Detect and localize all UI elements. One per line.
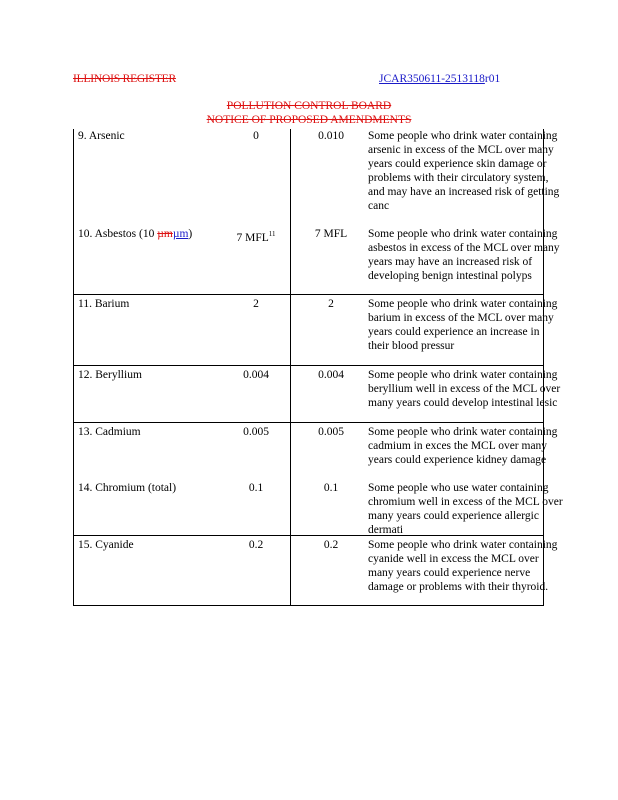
mcl-value: 0.005 xyxy=(318,426,344,438)
row-divider xyxy=(73,422,544,423)
contaminant-name: 11. Barium xyxy=(78,298,130,310)
mclg-value xyxy=(223,227,289,245)
mcl-value: 0.1 xyxy=(323,482,339,494)
mcl-value: 0.004 xyxy=(318,369,344,381)
health-effects: Some people who drink water containing barium in excess of the MCL over many years could experience an increase in their blood pressur xyxy=(368,298,558,352)
health-effects: Some people who drink water containing cyanide well in excess the MCL over many years could experience nerve damage or problems with their thyroid. xyxy=(368,539,558,593)
contaminant-name: 9. Arsenic xyxy=(78,130,125,142)
contaminant-table xyxy=(73,129,563,606)
mclg-text: 7 MFL xyxy=(236,231,269,244)
contaminant-name: 12. Beryllium xyxy=(78,369,142,381)
mclg-value: 0.2 xyxy=(248,539,264,551)
health-effects: Some people who use water containing chromium well in excess of the MCL over many years could experience allergic dermati xyxy=(368,482,563,536)
document-code xyxy=(379,73,500,85)
row-divider xyxy=(73,294,544,295)
inserted-unit: µm xyxy=(172,228,189,240)
document-code-suffix: r01 xyxy=(484,73,501,85)
contaminant-name xyxy=(78,227,192,241)
register-header: ILLINOIS REGISTER xyxy=(73,73,176,85)
mclg-value: 0.005 xyxy=(243,426,269,438)
mclg-value: 0.004 xyxy=(243,369,269,381)
name-text: 10. Asbestos (10 xyxy=(78,228,158,240)
notice-title: NOTICE OF PROPOSED AMENDMENTS xyxy=(206,114,412,126)
mclg-value: 2 xyxy=(253,298,259,310)
mcl-value: 0.2 xyxy=(323,539,339,551)
health-effects: Some people who drink water containing beryllium well in excess of the MCL over many years could develop intestinal lesic xyxy=(368,369,561,409)
mclg-value: 0 xyxy=(253,130,259,142)
agency-title: POLLUTION CONTROL BOARD xyxy=(226,100,392,112)
contaminant-name: 15. Cyanide xyxy=(78,539,134,551)
mclg-value: 0.1 xyxy=(248,482,264,494)
contaminant-name: 13. Cadmium xyxy=(78,426,141,438)
document-code-id: JCAR350611-2513118 xyxy=(379,73,485,85)
mcl-value: 7 MFL xyxy=(314,228,348,240)
health-effects: Some people who drink water containing cadmium in exces the MCL over many years could experience kidney damage xyxy=(368,426,558,466)
contaminant-name: 14. Chromium (total) xyxy=(78,482,177,494)
health-effects: Some people who drink water containing asbestos in excess of the MCL over many years may have an increased risk of developing benign intestinal polyps xyxy=(368,228,560,282)
mcl-value: 0.010 xyxy=(318,130,344,142)
row-divider xyxy=(73,365,544,366)
name-text: ) xyxy=(188,228,193,240)
table-border-bottom xyxy=(73,605,544,606)
mcl-value: 2 xyxy=(328,298,334,310)
health-effects: Some people who drink water containing arsenic in excess of the MCL over many years could experience skin damage or problems with their circulatory system, and may have an increased risk of getting canc xyxy=(368,130,560,212)
footnote-marker: 11 xyxy=(268,230,276,238)
deleted-unit: µm xyxy=(157,228,173,240)
